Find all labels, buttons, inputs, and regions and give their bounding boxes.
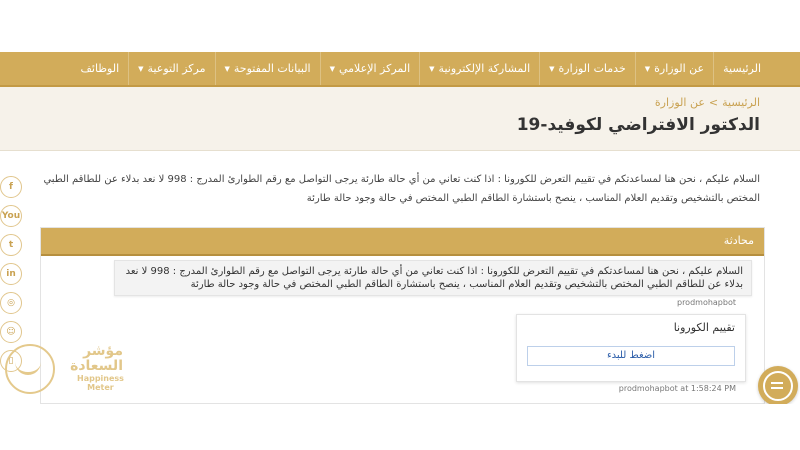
card-title: تقييم الكورونا [673,321,735,334]
nav-item-label: الرئيسية [723,62,761,75]
nav-item-5[interactable] [215,52,320,85]
breadcrumb-separator: > [708,96,719,109]
happiness-arabic-line1: مؤشر [83,343,123,359]
nav-item-label: البيانات المفتوحة [233,62,311,75]
chat-launcher-button[interactable] [758,366,798,406]
message-meta: prodmohapbot [676,298,736,307]
linkedin-icon[interactable]: in [0,263,22,285]
chat-header: محادثة [41,228,764,256]
chevron-down-icon: ▼ [329,64,335,73]
youtube-icon[interactable]: You [0,205,22,227]
nav-item-1[interactable] [635,52,713,85]
bot-message-bubble: السلام عليكم ، نحن هنا لمساعدتكم في تقييم التعرض للكورونا : اذا كنت تعاني من أي حالة طارئة يرجى التواصل مع رقم الطوارئ المدرج : 998 لا نعد بدلاء عن للطاقم الطبي المختص بالتشخيص وتقديم العلام المناسب ، ينصح باستشارة الطاقم الطبي المختص في حالة وجود حالة طارئة [114,260,752,296]
assessment-card [516,314,746,382]
nav-item-2[interactable] [539,52,635,85]
nav-item-3[interactable] [419,52,539,85]
nav-item-label: المركز الإعلامي [339,62,411,75]
happiness-arabic-label [57,344,123,374]
breadcrumb-current[interactable]: عن الوزارة [654,96,705,109]
intro-text: السلام عليكم ، نحن هنا لمساعدتكم في تقييم التعرض للكورونا : اذا كنت تعاني من أي حالة طارئة يرجى التواصل مع رقم الطوارئ المدرج : 998 لا نعد بدلاء عن للطاقم الطبي المختص بالتشخيص وتقديم العلام المناسب ، ينصح باستشارة الطاقم الطبي المختص في حالة وجود حالة طارئة [43,174,760,204]
nav-item-6[interactable] [128,52,214,85]
chat-panel [40,227,765,404]
nav-item-label: المشاركة الإلكترونية [438,62,531,75]
smile-face-icon[interactable]: ☺ [0,321,22,343]
instagram-icon[interactable]: ◎ [0,292,22,314]
nav-item-label: مركز التوعية [147,62,206,75]
breadcrumb-home[interactable]: الرئيسية [722,96,760,109]
facebook-icon[interactable]: f [0,176,22,198]
nav-item-4[interactable] [320,52,420,85]
nav-item-7[interactable] [72,52,129,85]
mobile-icon[interactable]: ▯ [0,350,22,372]
chevron-down-icon: ▼ [549,64,555,73]
chevron-down-icon: ▼ [224,64,230,73]
happiness-meter-logo[interactable] [5,338,123,396]
happiness-arabic-line2: السعادة [70,358,123,374]
top-bar [0,0,800,52]
nav-item-0[interactable] [713,52,770,85]
twitter-icon[interactable]: t [0,234,22,256]
breadcrumb [655,96,760,109]
nav-item-label: عن الوزارة [654,62,705,75]
page-title: الدكتور الافتراضي لكوفيد-19 [516,115,760,135]
card-meta: prodmohapbot at 1:58:24 PM [618,384,736,393]
nav-item-label: خدمات الوزارة [558,62,626,75]
happiness-english-line1: Happiness [77,374,124,383]
chevron-down-icon: ▼ [644,64,651,73]
bottom-strip [0,404,800,450]
happiness-english-label [77,374,124,392]
nav-item-label: الوظائف [80,62,120,75]
chat-bubble-icon [763,371,793,401]
start-assessment-button[interactable]: اضغط للبدء [527,346,735,366]
happiness-english-line2: Meter [87,383,114,392]
main-navigation [0,52,800,87]
chevron-down-icon: ▼ [429,64,435,73]
chevron-down-icon: ▼ [138,64,144,73]
